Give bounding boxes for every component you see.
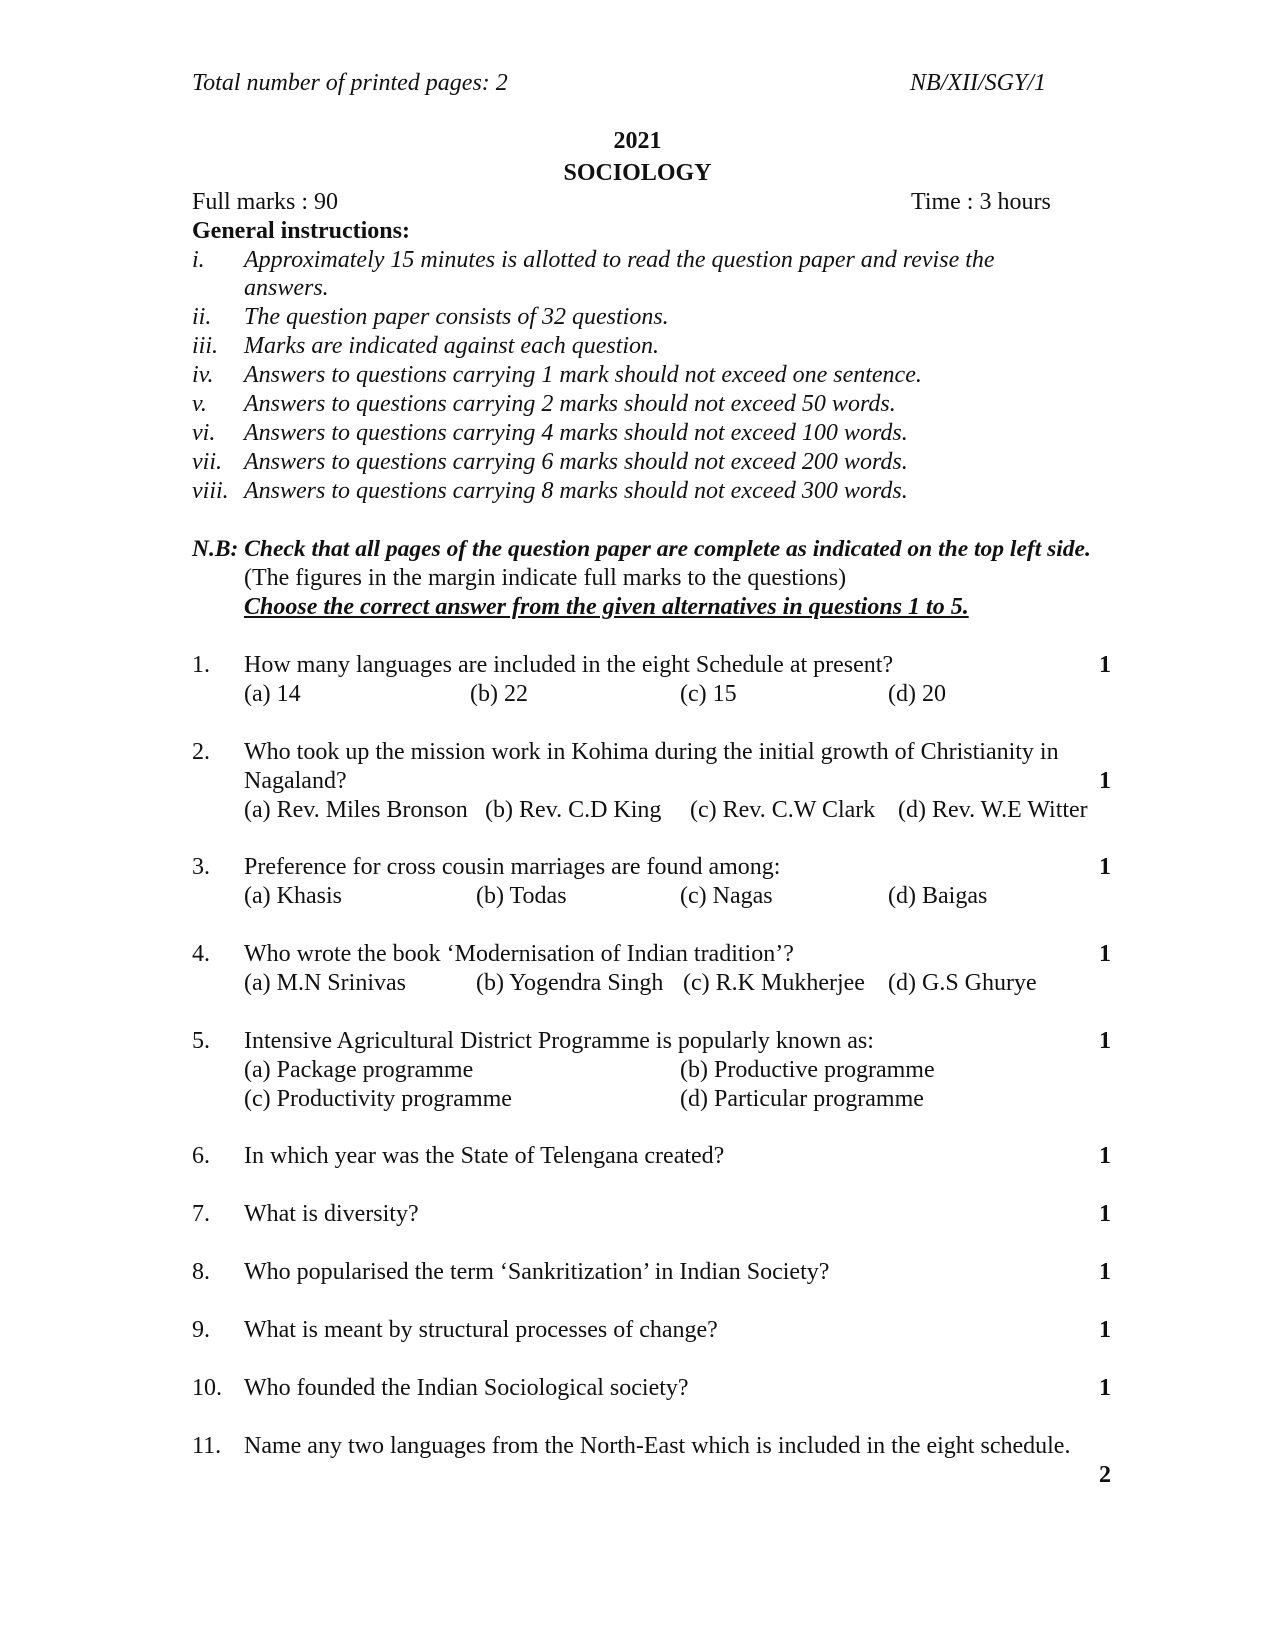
option-c: (c) Rev. C.W Clark bbox=[690, 797, 876, 823]
option-d: (d) G.S Ghurye bbox=[888, 970, 1037, 996]
question-text: Who popularised the term ‘Sankritization’ in Indian Society? bbox=[244, 1259, 830, 1285]
question-number: 2. bbox=[192, 739, 210, 765]
instruction-text: Answers to questions carrying 1 mark should not exceed one sentence. bbox=[244, 362, 922, 388]
option-b: (b) Productive programme bbox=[680, 1057, 935, 1083]
instruction-number: iv. bbox=[192, 362, 214, 388]
question-number: 3. bbox=[192, 854, 210, 880]
question-text: Intensive Agricultural District Programme is popularly known as: bbox=[244, 1028, 874, 1054]
instruction-text: Answers to questions carrying 2 marks should not exceed 50 words. bbox=[244, 391, 896, 417]
question-marks: 1 bbox=[1099, 1375, 1111, 1401]
full-marks: Full marks : 90 bbox=[192, 189, 339, 215]
option-b: (b) Rev. C.D King bbox=[485, 797, 662, 823]
question-marks: 1 bbox=[1099, 768, 1111, 794]
instructions-title: General instructions: bbox=[192, 218, 410, 244]
instruction-number: i. bbox=[192, 247, 205, 273]
question-number: 9. bbox=[192, 1317, 210, 1343]
option-d: (d) Particular programme bbox=[680, 1086, 924, 1112]
instruction-text: Answers to questions carrying 4 marks should not exceed 100 words. bbox=[244, 420, 908, 446]
question-marks: 1 bbox=[1099, 1259, 1111, 1285]
question-marks: 1 bbox=[1099, 854, 1111, 880]
instruction-text: Answers to questions carrying 8 marks should not exceed 300 words. bbox=[244, 478, 908, 504]
instruction-number: vi. bbox=[192, 420, 216, 446]
question-text: Who took up the mission work in Kohima during the initial growth of Christianity in bbox=[244, 739, 1059, 765]
printed-pages-note: Total number of printed pages: 2 bbox=[192, 70, 508, 96]
instruction-number: viii. bbox=[192, 478, 229, 504]
question-marks: 1 bbox=[1099, 1028, 1111, 1054]
option-b: (b) 22 bbox=[470, 681, 528, 707]
question-text-continued: Nagaland? bbox=[244, 768, 347, 794]
option-c: (c) R.K Mukherjee bbox=[683, 970, 865, 996]
question-number: 1. bbox=[192, 652, 210, 678]
option-d: (d) 20 bbox=[888, 681, 946, 707]
question-text: What is meant by structural processes of change? bbox=[244, 1317, 718, 1343]
instruction-text: Approximately 15 minutes is allotted to read the question paper and revise the bbox=[244, 247, 995, 273]
option-a: (a) 14 bbox=[244, 681, 301, 707]
option-c: (c) Productivity programme bbox=[244, 1086, 512, 1112]
instruction-text-continued: answers. bbox=[244, 275, 329, 301]
option-c: (c) 15 bbox=[680, 681, 737, 707]
time-allowed: Time : 3 hours bbox=[911, 189, 1051, 215]
question-text: Name any two languages from the North-East which is included in the eight schedule. bbox=[244, 1433, 1071, 1459]
subject-title: SOCIOLOGY bbox=[563, 160, 712, 186]
option-b: (b) Todas bbox=[476, 883, 567, 909]
question-text: Who wrote the book ‘Modernisation of Indian tradition’? bbox=[244, 941, 794, 967]
question-number: 11. bbox=[192, 1433, 222, 1459]
exam-year: 2021 bbox=[613, 128, 662, 154]
question-marks: 1 bbox=[1099, 941, 1111, 967]
instruction-number: v. bbox=[192, 391, 207, 417]
question-number: 4. bbox=[192, 941, 210, 967]
question-marks: 1 bbox=[1099, 1201, 1111, 1227]
option-a: (a) M.N Srinivas bbox=[244, 970, 406, 996]
question-number: 5. bbox=[192, 1028, 210, 1054]
question-text: Who founded the Indian Sociological society? bbox=[244, 1375, 689, 1401]
instruction-text: The question paper consists of 32 questions. bbox=[244, 304, 669, 330]
instruction-number: ii. bbox=[192, 304, 212, 330]
option-a: (a) Package programme bbox=[244, 1057, 474, 1083]
option-c: (c) Nagas bbox=[680, 883, 773, 909]
question-number: 6. bbox=[192, 1143, 210, 1169]
question-marks: 1 bbox=[1099, 1317, 1111, 1343]
question-marks: 2 bbox=[1099, 1462, 1111, 1488]
question-text: Preference for cross cousin marriages are found among: bbox=[244, 854, 781, 880]
instruction-number: iii. bbox=[192, 333, 219, 359]
mcq-instruction: Choose the correct answer from the given alternatives in questions 1 to 5. bbox=[244, 594, 969, 620]
instruction-number: vii. bbox=[192, 449, 222, 475]
option-a: (a) Khasis bbox=[244, 883, 342, 909]
option-b: (b) Yogendra Singh bbox=[476, 970, 664, 996]
nb-check-pages: N.B: Check that all pages of the question paper are complete as indicated on the top left side. bbox=[192, 536, 1091, 562]
question-marks: 1 bbox=[1099, 652, 1111, 678]
margin-marks-note: (The figures in the margin indicate full marks to the questions) bbox=[244, 565, 847, 591]
instruction-text: Marks are indicated against each question. bbox=[244, 333, 660, 359]
question-number: 8. bbox=[192, 1259, 210, 1285]
option-d: (d) Baigas bbox=[888, 883, 988, 909]
instruction-text: Answers to questions carrying 6 marks should not exceed 200 words. bbox=[244, 449, 908, 475]
option-d: (d) Rev. W.E Witter bbox=[898, 797, 1088, 823]
paper-code: NB/XII/SGY/1 bbox=[910, 70, 1046, 96]
question-number: 7. bbox=[192, 1201, 210, 1227]
option-a: (a) Rev. Miles Bronson bbox=[244, 797, 468, 823]
question-text: In which year was the State of Telengana created? bbox=[244, 1143, 725, 1169]
question-text: How many languages are included in the eight Schedule at present? bbox=[244, 652, 894, 678]
question-marks: 1 bbox=[1099, 1143, 1111, 1169]
question-number: 10. bbox=[192, 1375, 222, 1401]
question-text: What is diversity? bbox=[244, 1201, 419, 1227]
